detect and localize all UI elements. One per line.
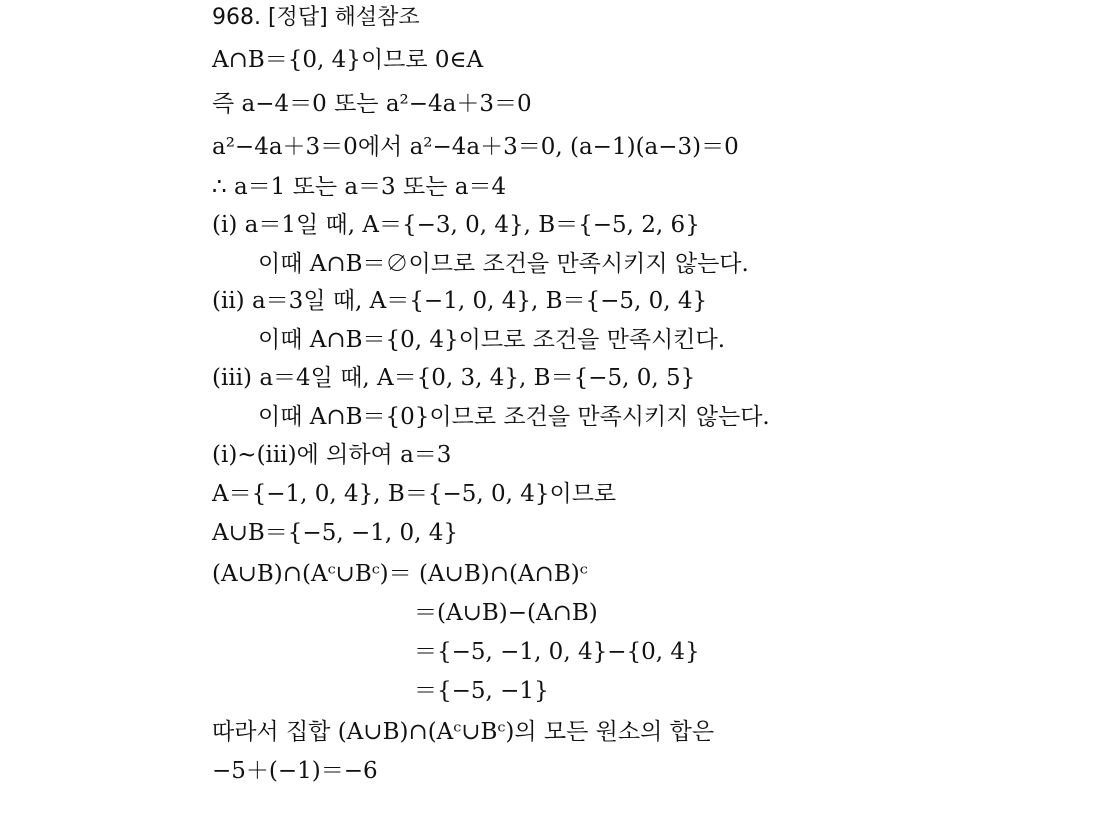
- case-2-line: (ⅱ) a＝3일 때, A＝{−1, 0, 4}, B＝{−5, 0, 4}: [212, 288, 708, 314]
- case-2-result: 이때 A∩B＝{0, 4}이므로 조건을 만족시킨다.: [258, 327, 726, 353]
- expression-step-3: ＝{−5, −1, 0, 4}−{0, 4}: [414, 639, 700, 665]
- solution-line-factor: a²−4a＋3＝0에서 a²−4a＋3＝0, (a−1)(a−3)＝0: [212, 134, 739, 160]
- solution-line-condition: 즉 a−4＝0 또는 a²−4a＋3＝0: [212, 91, 532, 117]
- expression-step-1: (A∪B)∩(Aᶜ∪Bᶜ)＝ (A∪B)∩(A∩B)ᶜ: [212, 561, 588, 587]
- cases-conclusion: (ⅰ)~(ⅲ)에 의하여 a＝3: [212, 442, 452, 468]
- case-1-result: 이때 A∩B＝∅이므로 조건을 만족시키지 않는다.: [258, 251, 749, 277]
- solution-line-intersection: A∩B＝{0, 4}이므로 0∈A: [212, 47, 484, 73]
- final-answer: −5＋(−1)＝−6: [212, 758, 378, 784]
- problem-header: 968. [정답] 해설참조: [212, 5, 420, 30]
- case-3-result: 이때 A∩B＝{0}이므로 조건을 만족시키지 않는다.: [258, 404, 770, 430]
- expression-step-4: ＝{−5, −1}: [414, 678, 549, 704]
- union-set: A∪B＝{−5, −1, 0, 4}: [212, 520, 458, 546]
- case-3-line: (ⅲ) a＝4일 때, A＝{0, 3, 4}, B＝{−5, 0, 5}: [212, 365, 696, 391]
- solution-line-candidates: ∴ a＝1 또는 a＝3 또는 a＝4: [212, 174, 507, 200]
- sets-a-b: A＝{−1, 0, 4}, B＝{−5, 0, 4}이므로: [212, 481, 617, 507]
- final-sentence: 따라서 집합 (A∪B)∩(Aᶜ∪Bᶜ)의 모든 원소의 합은: [212, 719, 715, 745]
- expression-step-2: ＝(A∪B)−(A∩B): [414, 600, 598, 626]
- case-1-line: (ⅰ) a＝1일 때, A＝{−3, 0, 4}, B＝{−5, 2, 6}: [212, 212, 700, 238]
